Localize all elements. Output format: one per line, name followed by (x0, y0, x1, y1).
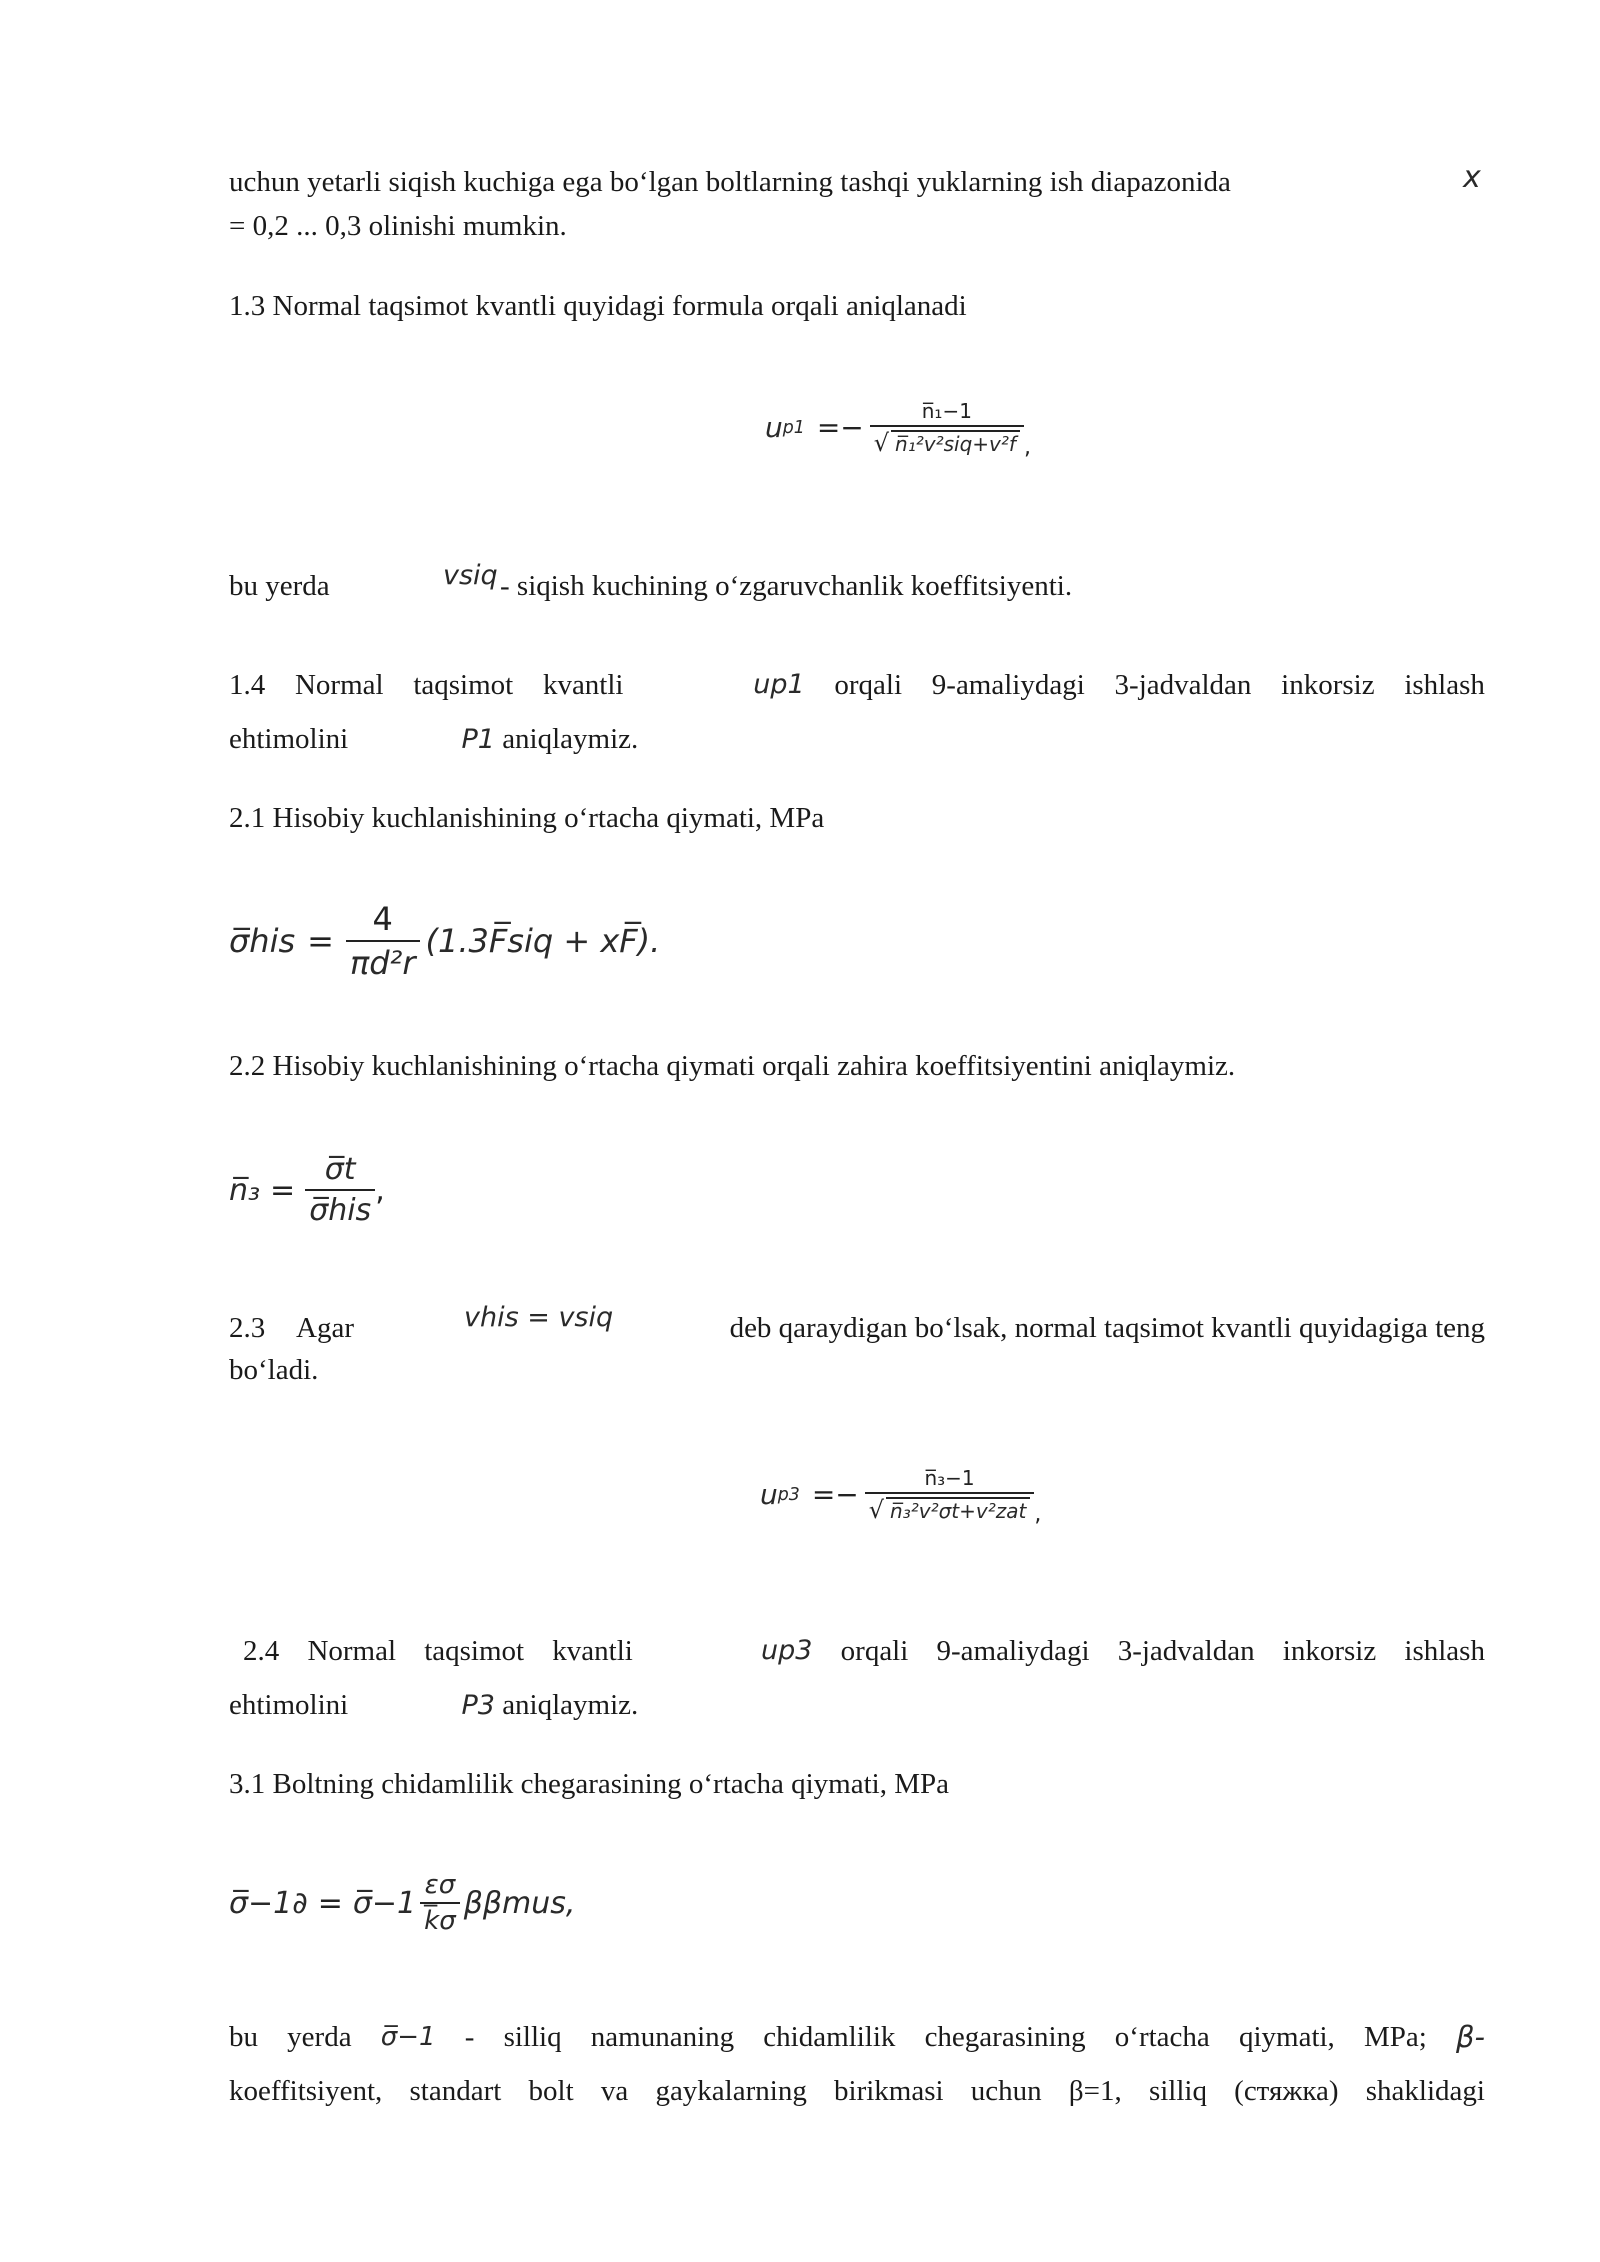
symbol-vsiq: vsiq (443, 560, 498, 591)
formula-n3-comma: , (375, 1172, 385, 1208)
word: ehtimolini (229, 723, 349, 755)
formula-up3: u p3 =− $\frac{\text{n̅₃−1}}{\text{√ n̅₃²v²σt+v²zat}}$ , (760, 1465, 1042, 1527)
word: inkorsiz (1282, 1635, 1377, 1667)
word: ehtimolini (229, 1689, 349, 1721)
word: kvantli (552, 1635, 633, 1667)
formula-up1-lhs-sub: p1 (782, 417, 805, 438)
word: namunaning (590, 2021, 735, 2053)
formula-sigma-his-denominator: πd²r (346, 940, 420, 982)
word: 1.4 (229, 669, 266, 701)
word: aniqlaymiz. (502, 1689, 639, 1721)
word: birikmasi (834, 2075, 944, 2107)
variable-x: x (1463, 160, 1481, 195)
word: 3-jadvaldan (1114, 669, 1252, 701)
word: qiymati, (1238, 2021, 1335, 2053)
word: bolt (528, 2075, 574, 2107)
symbol-P3: P3 (461, 1690, 495, 1721)
word: chegarasining (924, 2021, 1086, 2053)
formula-up3-lhs-sub: p3 (777, 1484, 800, 1505)
formula-up1-numerator: n̅₁−1 (921, 398, 972, 423)
paragraph-2-text: - siqish kuchining o‘zgaruvchanlik koeffitsiyenti. (500, 570, 1073, 602)
paragraph-2-4-line-1 (229, 1630, 1485, 1672)
word: MPa; (1363, 2021, 1427, 2053)
formula-sigma-his-lhs: σ̅his (229, 922, 296, 960)
formula-up1-comma: , (1023, 435, 1031, 460)
paragraph-3-1-line-1 (229, 2016, 1485, 2058)
paragraph-2-4 (229, 1630, 1485, 1727)
word: taqsimot (424, 1635, 525, 1667)
word: orqali (834, 669, 903, 701)
paragraph-2-3-text: deb qaraydigan bo‘lsak, normal taqsimot kvantli quyidagiga teng (729, 1312, 1485, 1344)
heading-1-3: 1.3 Normal taqsimot kvantli quyidagi formula orqali aniqlanadi (229, 290, 967, 322)
formula-sigma-1d-coefficient: σ̅−1 (352, 1885, 417, 1921)
word: kvantli (542, 669, 624, 701)
word: Normal (307, 1635, 397, 1667)
formula-sigma-1d-numerator: εσ (424, 1870, 456, 1900)
formula-up1-denominator: n̅₁²v²siq+v²f (891, 430, 1020, 456)
word: o‘rtacha (1114, 2021, 1210, 2053)
paragraph-1-line-2: = 0,2 ... 0,3 olinishi mumkin. (229, 210, 567, 242)
word: uchun (970, 2075, 1042, 2107)
heading-2-2: 2.2 Hisobiy kuchlanishining o‘rtacha qiymati orqali zahira koeffitsiyentini aniqlaymiz. (229, 1050, 1236, 1082)
word: 9-amaliydagi (931, 669, 1085, 701)
formula-n3-equals: = (270, 1172, 296, 1208)
word: aniqlaymiz. (502, 723, 639, 755)
paragraph-1-4-line-2 (229, 718, 1485, 761)
formula-up3-comma: , (1034, 1502, 1042, 1527)
formula-sigma-1d-denominator: k̅σ (420, 1902, 460, 1936)
paragraph-3-1-explanation (229, 2016, 1485, 2112)
word: koeffitsiyent, (229, 2075, 383, 2107)
paragraph-1-4 (229, 664, 1485, 761)
word: - (464, 2021, 475, 2053)
paragraph-2-label: bu yerda (229, 570, 330, 602)
word: gaykalarning (655, 2075, 807, 2107)
formula-sigma-his-numerator: 4 (372, 900, 393, 938)
formula-n3 (229, 1152, 385, 1228)
word: (стяжка) (1234, 2075, 1339, 2107)
paragraph-3-1-line-2 (229, 2070, 1485, 2112)
symbol-vhis-eq-vsiq: vhis = vsiq (464, 1302, 614, 1333)
word: 9-amaliydagi (936, 1635, 1090, 1667)
paragraph-2-3-line-2: bo‘ladi. (229, 1354, 319, 1386)
paragraph-1-line-1: uchun yetarli siqish kuchiga ega bo‘lgan boltlarning tashqi yuklarning ish diapazonida (229, 166, 1231, 198)
formula-sigma-1d-equals: = (317, 1885, 343, 1921)
word: inkorsiz (1281, 669, 1375, 701)
formula-up3-denominator: n̅₃²v²σt+v²zat (886, 1497, 1030, 1523)
paragraph-2-3-number: 2.3 (229, 1312, 266, 1344)
word: silliq (1148, 2075, 1207, 2107)
word: shaklidagi (1365, 2075, 1485, 2107)
word: chidamlilik (763, 2021, 896, 2053)
formula-n3-denominator: σ̅his (305, 1189, 375, 1228)
formula-up3-lhs: u (760, 1478, 778, 1511)
paragraph-2-4-line-2 (229, 1684, 1485, 1727)
paragraph-2-3-agar: Agar (296, 1312, 354, 1344)
word: 2.4 (243, 1635, 280, 1667)
formula-n3-lhs: n̅₃ (229, 1172, 261, 1208)
word: orqali (840, 1635, 909, 1667)
word: ishlash (1404, 1635, 1485, 1667)
formula-up1-lhs: u (765, 411, 783, 444)
formula-up1: u p1 =− $\frac{\text{n̅₁−1}}{\text{√ n̅₁²v²siq+v²f}}$ , (765, 398, 1031, 460)
formula-sigma-1d-rhs: ββmus, (463, 1885, 576, 1921)
word: Normal (294, 669, 384, 701)
formula-sigma-his-rhs: (1.3F̅siq + xF̅). (425, 922, 661, 960)
formula-sigma-his (229, 900, 660, 982)
word: ishlash (1404, 669, 1485, 701)
word: 3-jadvaldan (1117, 1635, 1255, 1667)
formula-up1-equals: =− (816, 411, 864, 444)
symbol-up1: up1 (753, 669, 805, 700)
heading-3-1: 3.1 Boltning chidamlilik chegarasining o‘rtacha qiymati, MPa (229, 1768, 950, 1800)
formula-up3-numerator: n̅₃−1 (924, 1465, 975, 1490)
word: taqsimot (413, 669, 514, 701)
word: silliq (503, 2021, 562, 2053)
symbol-P1: P1 (461, 724, 495, 755)
formula-sigma-his-equals: = (307, 922, 334, 960)
symbol-beta: β- (1456, 2020, 1485, 2054)
word: va (600, 2075, 629, 2107)
symbol-up3: up3 (761, 1635, 813, 1666)
paragraph-1-4-line-1 (229, 664, 1485, 706)
formula-n3-numerator: σ̅t (324, 1152, 356, 1187)
word: yerda (287, 2021, 352, 2053)
formula-up3-equals: =− (811, 1478, 859, 1511)
word: β=1, (1068, 2075, 1122, 2107)
word: bu (229, 2021, 258, 2053)
word: standart (409, 2075, 502, 2107)
formula-sigma-1d (229, 1870, 575, 1936)
formula-sigma-1d-lhs: σ̅−1∂ (229, 1885, 308, 1921)
symbol-sigma-minus-1: σ̅−1 (380, 2022, 436, 2052)
heading-2-1: 2.1 Hisobiy kuchlanishining o‘rtacha qiymati, MPa (229, 802, 825, 834)
